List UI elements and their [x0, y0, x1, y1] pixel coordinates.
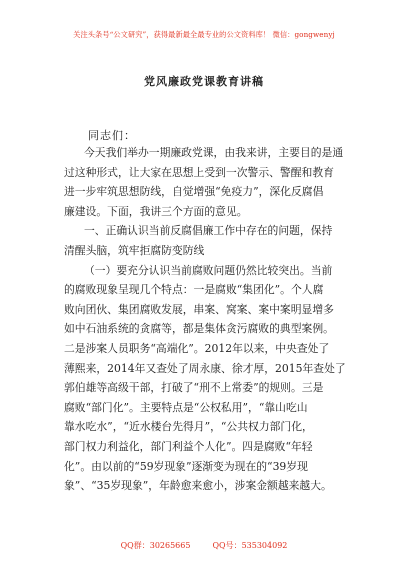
document-title: 党风廉政党课教育讲稿 — [144, 75, 264, 88]
body-line: 如中石油系统的贪腐等，都是集体贪污腐败的典型案例。 — [64, 322, 334, 336]
salutation: 同志们： — [88, 129, 136, 142]
body-line: 过这种形式，让大家在思想上受到一次警示、警醒和教育 — [64, 165, 334, 179]
body-line: 今天我们举办一期廉政党课，由我来讲，主要目的是通 — [84, 146, 344, 159]
body-line: 腐败“部门化”。主要特点是“公权私用”，“靠山吃山 — [64, 400, 308, 414]
body-line: （一）要充分认识当前腐败问题仍然比较突出。当前 — [84, 263, 333, 277]
body-text — [64, 143, 351, 496]
footer-qq-number: QQ号：535304092 — [212, 541, 288, 550]
body-line: 象”、“35岁现象”，年龄愈来愈小，涉案金额越来越大。 — [64, 479, 332, 493]
section-heading-line: 清醒头脑，筑牢拒腐防变防线 — [64, 243, 205, 257]
body-line: 化”。由以前的“59岁现象”逐渐变为现在的“39岁现 — [64, 459, 308, 473]
body-line: 廉建设。下面，我讲三个方面的意见。 — [64, 204, 248, 218]
body-line: 进一步牢筑思想防线，自觉增强“免疫力”，深化反腐倡 — [64, 185, 324, 199]
body-line: 郭伯雄等高级干部，打破了“刑不上常委”的规则。三是 — [64, 381, 324, 395]
footer — [0, 540, 408, 551]
body-line: 二是涉案人员职务“高端化”。2012年以来，中央查处了 — [64, 341, 330, 355]
header-banner: 关注头条号“公文研究”，获得最新最全最专业的公文资料库！ 微信：gongwenyj — [73, 30, 335, 39]
body-line: 败向团伙、集团腐败发展，串案、窝案、案中案明显增多 — [64, 302, 334, 316]
body-line: 的腐败现象呈现几个特点：一是腐败“集团化”。个人腐 — [64, 283, 324, 297]
body-line: 靠水吃水”，“近水楼台先得月”，“公共权力部门化， — [64, 420, 313, 434]
body-line: 薄熙来，2014年又查处了周永康、徐才厚，2015年查处了 — [64, 361, 346, 375]
section-heading-line: 一、正确认识当前反腐倡廉工作中存在的问题，保持 — [84, 224, 333, 238]
footer-qq-group: QQ群：30265665 — [120, 541, 191, 550]
body-line: 部门权力利益化，部门利益个人化”。四是腐败“年轻 — [64, 439, 313, 453]
